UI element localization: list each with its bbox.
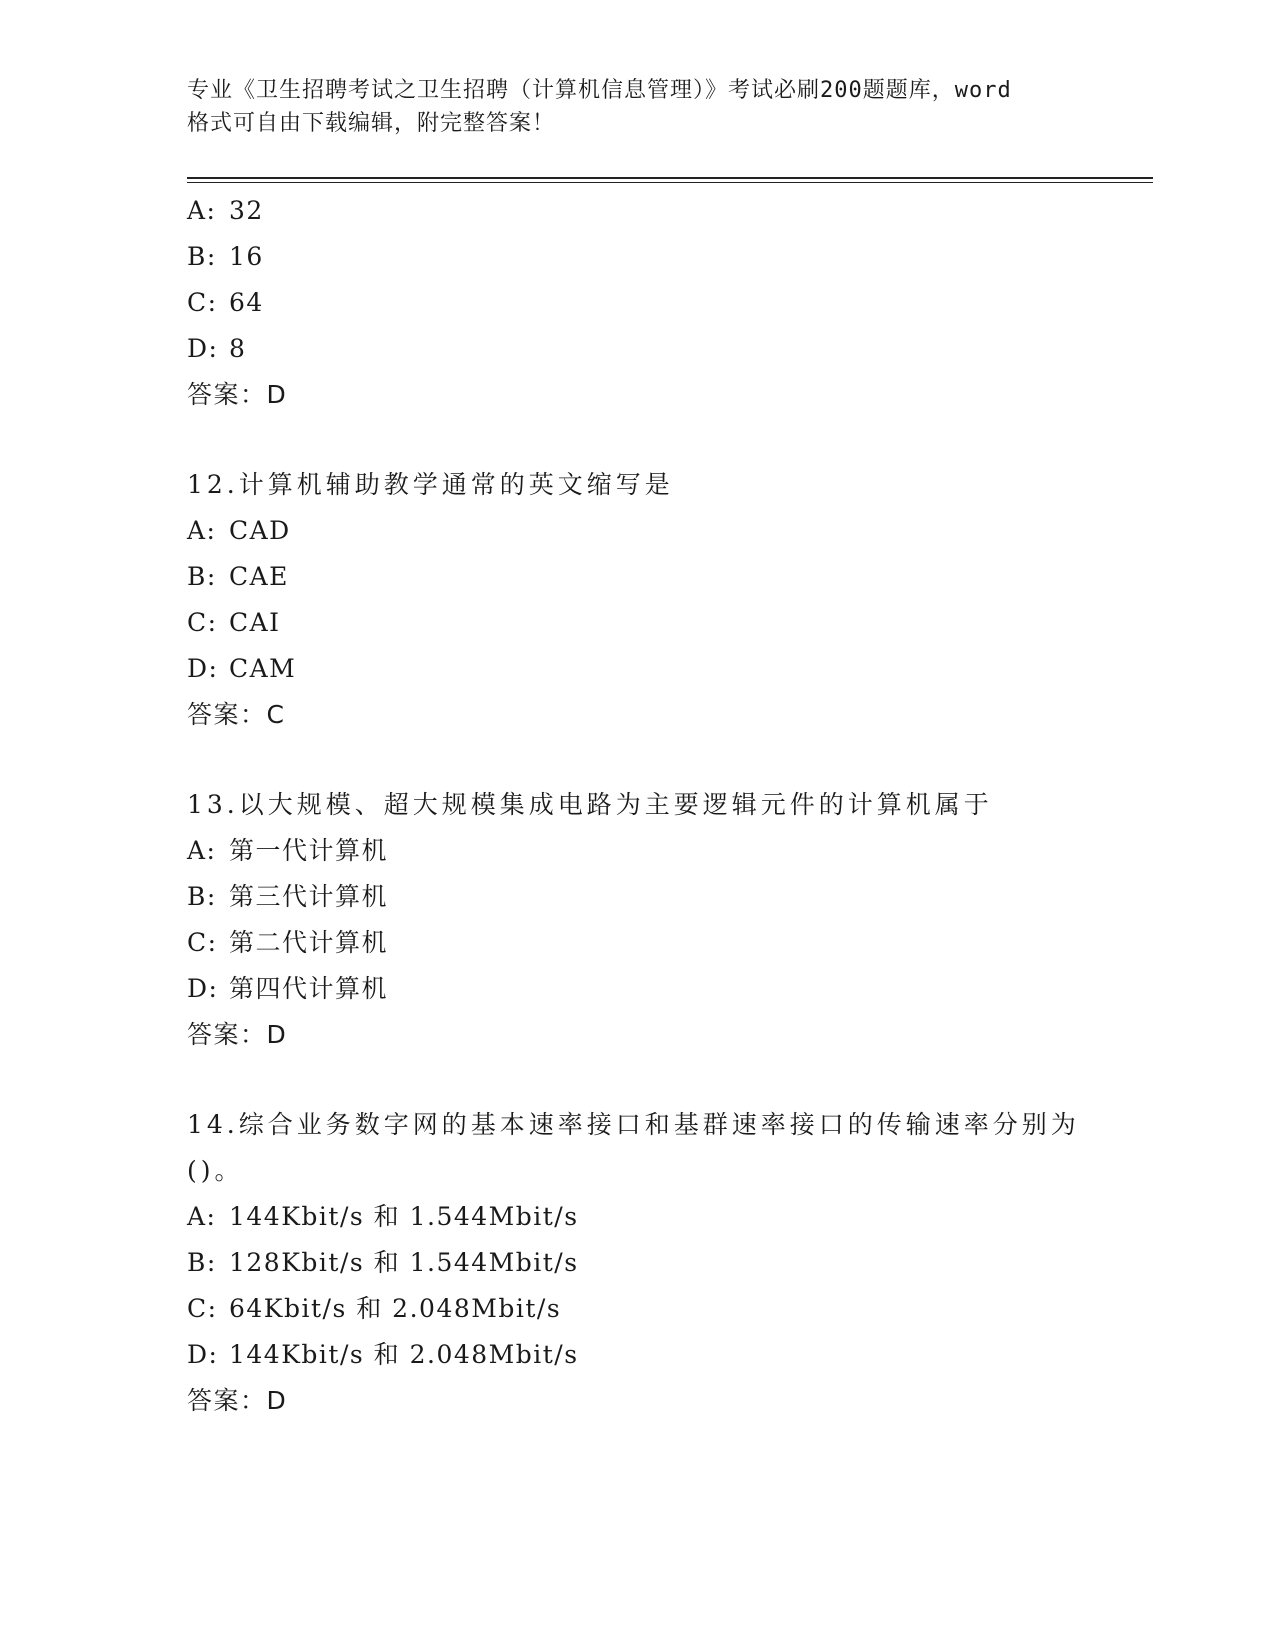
option-d [187, 646, 1153, 692]
option-text: 64 [229, 288, 264, 317]
option-key: A: [187, 836, 217, 865]
option-key: D: [187, 334, 219, 363]
question-text-line-1: 14.综合业务数字网的基本速率接口和基群速率接口的传输速率分别为 [187, 1110, 1080, 1139]
option-key: A: [187, 196, 217, 225]
answer-line: 答案：D [187, 1386, 288, 1415]
answer-line: 答案：D [187, 380, 288, 409]
option-b [187, 554, 1153, 600]
option-key: A: [187, 516, 217, 545]
option-text: 32 [229, 196, 264, 225]
option-c [187, 280, 1153, 326]
question-text-line-2: ()。 [187, 1156, 244, 1185]
header-divider-thick [187, 177, 1153, 179]
option-c [187, 600, 1153, 646]
option-key: C: [187, 928, 218, 957]
header-line-2: 格式可自由下载编辑，附完整答案！ [187, 111, 556, 136]
option-key: C: [187, 1294, 218, 1323]
option-text: 8 [229, 334, 247, 363]
option-key: B: [187, 1248, 217, 1277]
option-key: A: [187, 1202, 217, 1231]
option-text: 第一代计算机 [229, 836, 389, 865]
option-d [187, 326, 1153, 372]
option-key: B: [187, 242, 217, 271]
option-d [187, 1332, 1153, 1378]
option-key: C: [187, 288, 218, 317]
option-key: B: [187, 882, 217, 911]
option-a [187, 1194, 1153, 1240]
question-text: 13.以大规模、超大规模集成电路为主要逻辑元件的计算机属于 [187, 790, 993, 819]
option-text: 第四代计算机 [229, 974, 389, 1003]
option-key: C: [187, 608, 218, 637]
option-text: CAE [229, 562, 289, 591]
option-a [187, 508, 1153, 554]
question-11 [187, 188, 1153, 418]
option-text: CAM [229, 654, 297, 683]
document-header [187, 74, 1087, 140]
option-text: CAI [229, 608, 281, 637]
option-key: D: [187, 654, 219, 683]
option-c [187, 920, 1153, 966]
question-14 [187, 1102, 1153, 1424]
option-key: B: [187, 562, 217, 591]
option-text: CAD [229, 516, 291, 545]
option-b [187, 874, 1153, 920]
question-12 [187, 462, 1153, 738]
answer-line: 答案：C [187, 700, 286, 729]
option-b [187, 1240, 1153, 1286]
answer-line: 答案：D [187, 1020, 288, 1049]
option-text: 第二代计算机 [229, 928, 389, 957]
option-c [187, 1286, 1153, 1332]
option-key: D: [187, 974, 219, 1003]
option-a [187, 188, 1153, 234]
question-content [187, 188, 1153, 1424]
option-text: 128Kbit/s 和 1.544Mbit/s [229, 1248, 579, 1277]
option-text: 64Kbit/s 和 2.048Mbit/s [229, 1294, 562, 1323]
option-key: D: [187, 1340, 219, 1369]
header-divider-thin [187, 182, 1153, 183]
option-text: 144Kbit/s 和 2.048Mbit/s [229, 1340, 579, 1369]
option-text: 第三代计算机 [229, 882, 389, 911]
question-13 [187, 782, 1153, 1058]
option-a [187, 828, 1153, 874]
option-b [187, 234, 1153, 280]
header-line-1: 专业《卫生招聘考试之卫生招聘（计算机信息管理）》考试必刷200题题库，word [187, 78, 1012, 103]
option-d [187, 966, 1153, 1012]
option-text: 16 [229, 242, 264, 271]
option-text: 144Kbit/s 和 1.544Mbit/s [229, 1202, 579, 1231]
question-text: 12.计算机辅助教学通常的英文缩写是 [187, 470, 674, 499]
